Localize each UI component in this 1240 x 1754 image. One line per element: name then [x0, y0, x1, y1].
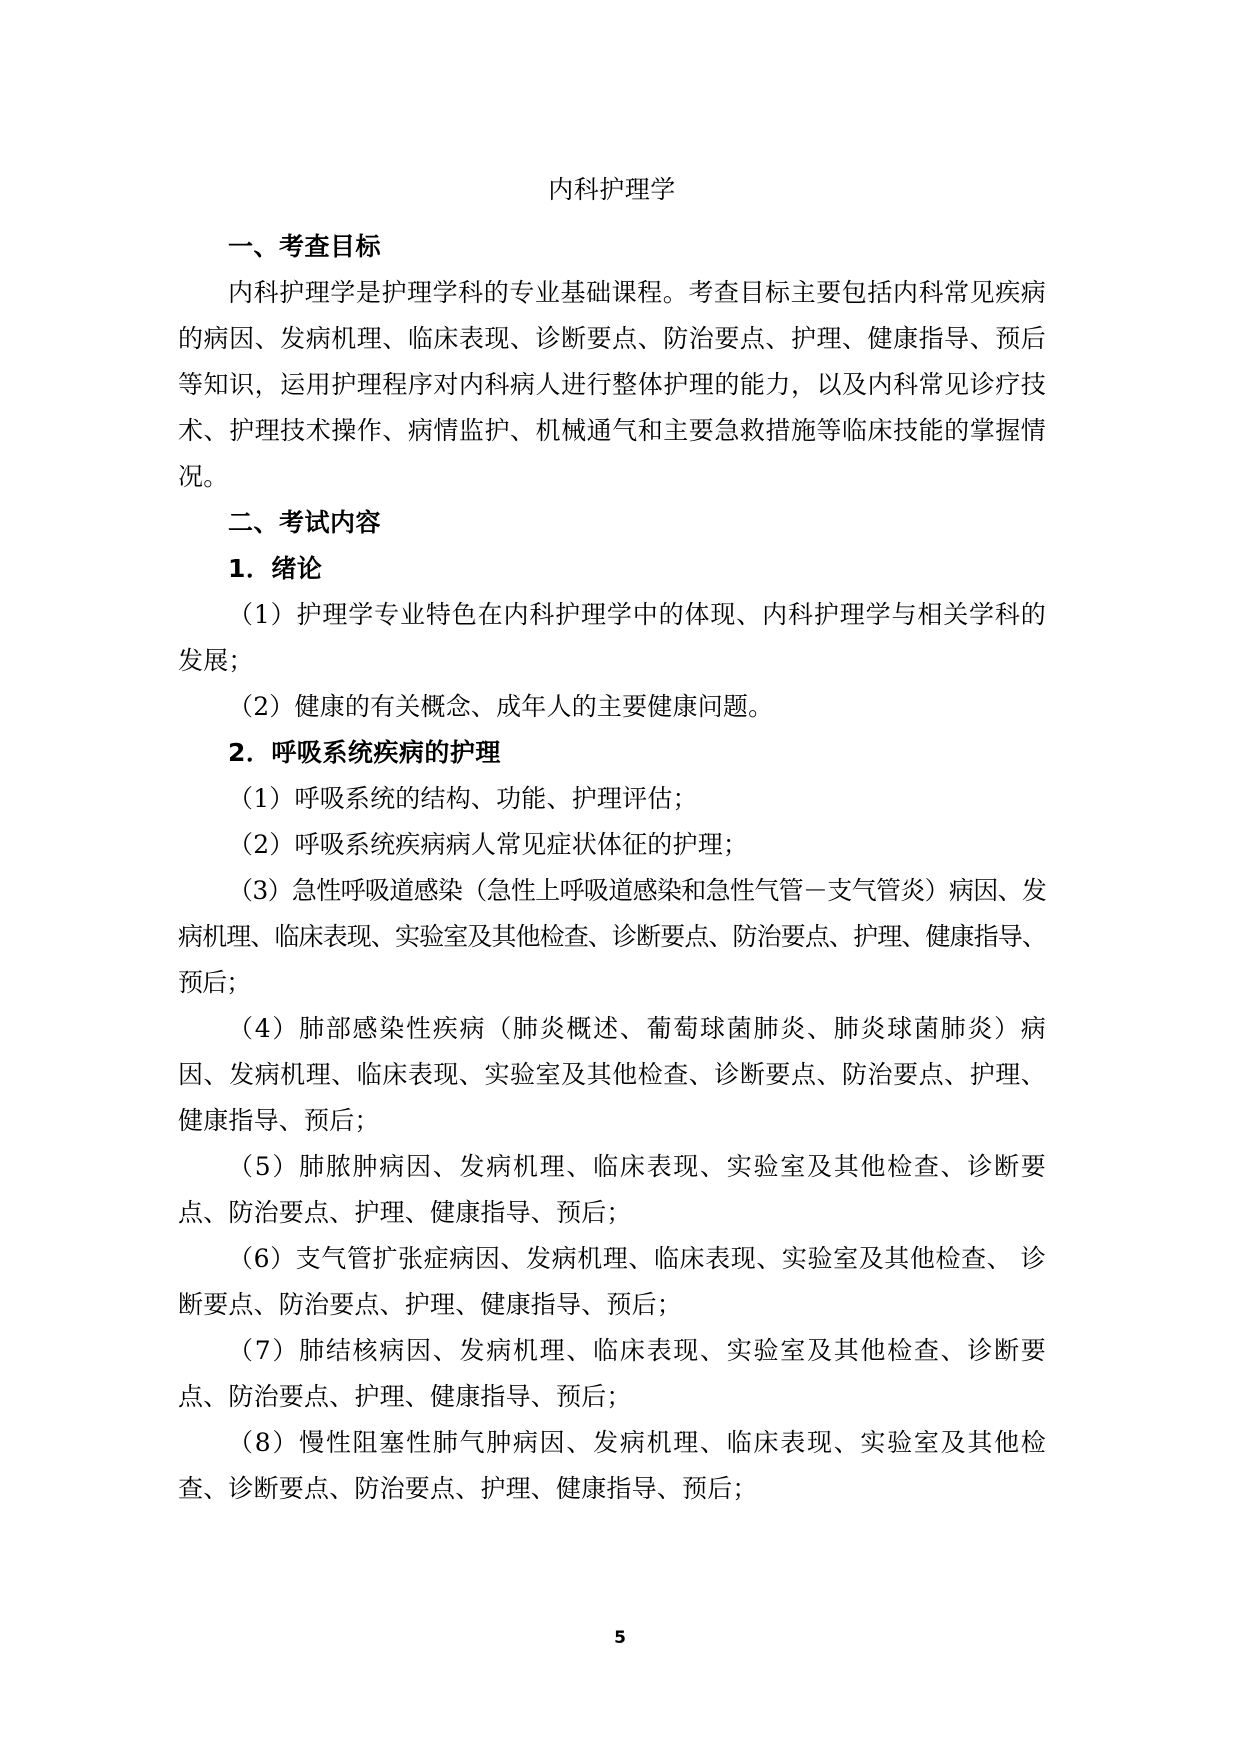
document-title: 内科护理学: [548, 175, 676, 204]
section-heading-examination-objective: 一、考查目标: [228, 232, 382, 261]
section-heading-examination-content: 二、考试内容: [228, 508, 382, 537]
topic-item: （4）肺部感染性疾病（肺炎概述、葡萄球菌肺炎、肺炎球菌肺炎）病因、发病机理、临床表现、实验室及其他检查、诊断要点、防治要点、护理、健康指导、预后；: [178, 1014, 1046, 1135]
paragraph-examination-objective: 内科护理学是护理学科的专业基础课程。考查目标主要包括内科常见疾病的病因、发病机理、临床表现、诊断要点、防治要点、护理、健康指导、预后等知识，运用护理程序对内科病人进行整体护理的能力，以及内科常见诊疗技术、护理技术操作、病情监护、机械通气和主要急救措施等临床技能的掌握情况。: [178, 278, 1046, 491]
page-content: [178, 168, 1046, 1512]
topic-item: （7）肺结核病因、发病机理、临床表现、实验室及其他检查、诊断要点、防治要点、护理、健康指导、预后；: [178, 1336, 1046, 1411]
topic-item: （2）健康的有关概念、成年人的主要健康问题。: [228, 692, 774, 721]
topic-heading-introduction: 1．绪论: [228, 554, 323, 583]
topic-item: （8）慢性阻塞性肺气肿病因、发病机理、临床表现、实验室及其他检查、诊断要点、防治要点、护理、健康指导、预后；: [178, 1428, 1046, 1503]
topic-item: （2）呼吸系统疾病病人常见症状体征的护理；: [228, 830, 749, 859]
page-number: 5: [614, 1628, 626, 1648]
topic-item: （1）护理学专业特色在内科护理学中的体现、内科护理学与相关学科的发展；: [178, 600, 1046, 675]
topic-item: （3）急性呼吸道感染（急性上呼吸道感染和急性气管－支气管炎）病因、发病机理、临床表现、实验室及其他检查、诊断要点、防治要点、护理、健康指导、预后；: [178, 876, 1046, 997]
topic-heading-respiratory-nursing: 2．呼吸系统疾病的护理: [228, 738, 501, 767]
topic-item: （1）呼吸系统的结构、功能、护理评估；: [228, 784, 698, 813]
topic-item: （6）支气管扩张症病因、发病机理、临床表现、实验室及其他检查、 诊断要点、防治要点、护理、健康指导、预后；: [178, 1244, 1046, 1319]
topic-item: （5）肺脓肿病因、发病机理、临床表现、实验室及其他检查、诊断要点、防治要点、护理、健康指导、预后；: [178, 1152, 1046, 1227]
